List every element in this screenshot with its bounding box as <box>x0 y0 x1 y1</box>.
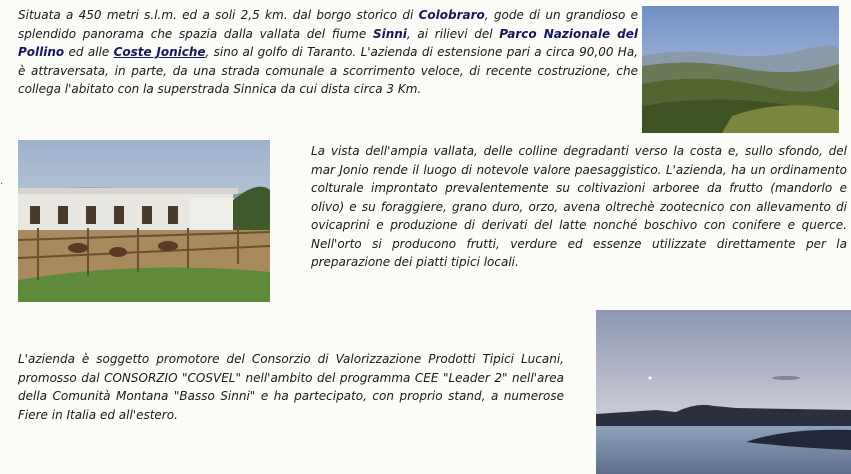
stables-photo <box>18 140 270 302</box>
consortium-paragraph: L'azienda è soggetto promotore del Consorzio di Valorizzazione Prodotti Tipici Lucani, promosso dal CONSORZIO "COSVEL" nell'ambito del programma CEE "Leader 2" nell'area della Comunità Montana "Basso Sinni" e ha partecipato, con proprio stand, a numerose Fiere in Italia ed all'estero. <box>18 352 564 422</box>
intro-paragraph <box>18 6 638 99</box>
intro-text-1: Situata a 450 metri s.l.m. ed a soli 2,5 km. dal borgo storico di <box>18 8 419 22</box>
intro-text-2: , gode di un grandioso e splendido panorama che spazia dalla vallata del fiume <box>18 8 638 41</box>
sinni-link[interactable]: Sinni <box>372 26 407 41</box>
intro-text-5: , sino al golfo di Taranto. L'azienda di estensione pari a circa 90,00 Ha, è attraversata, in parte, da una strada comunale a scorrimento veloce, di recente costruzione, che collega l'abitato con la superstrada Sinnica da cui dista circa 3 Km. <box>18 45 638 96</box>
landscape-paragraph: La vista dell'ampia vallata, delle colline degradanti verso la costa e, sullo sfondo, del mar Jonio rende il luogo di notevole valore paesaggistico. L'azienda, ha un ordinamento colturale improntato prevalentemente su coltivazioni arboree da frutto (mandorlo e olivo) e su foraggiere, grano duro, orzo, avena oltrechè zootecnico con allevamento di ovicaprini e produzione di derivati del latte nonché boschivo con conifere e querce. Nell'orto si producono frutti, verdure ed essenze utilizzate direttamente per la preparazione dei piatti tipici locali. <box>311 144 847 269</box>
pollino-link[interactable]: Parco Nazionale del Pollino <box>18 26 638 59</box>
colobraro-link[interactable]: Colobraro <box>418 8 485 22</box>
bullet-mark: · <box>0 179 4 190</box>
valley-panorama-photo <box>642 6 839 133</box>
intro-text-3: , ai rilievi del <box>406 26 500 41</box>
coste-joniche-link[interactable]: Coste Joniche <box>113 45 206 59</box>
intro-text-4: ed alle <box>64 45 114 59</box>
lake-dusk-photo <box>596 310 851 474</box>
